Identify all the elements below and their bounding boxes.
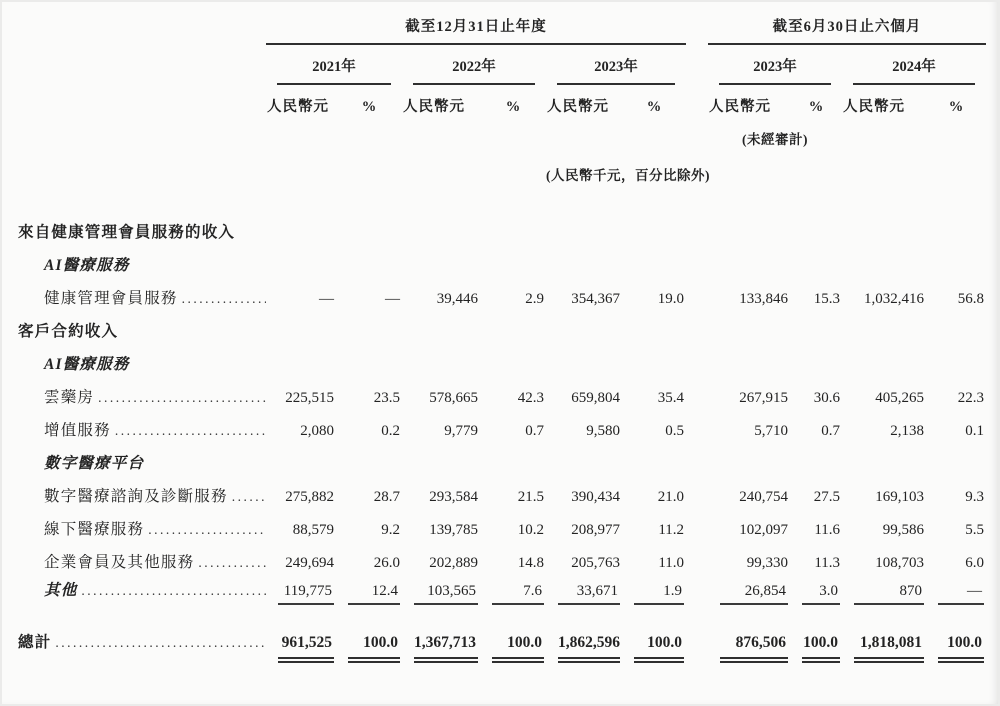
column-gap	[686, 412, 708, 445]
value-cell: 35.4	[657, 390, 685, 406]
currency-header: 人民幣元	[547, 99, 609, 115]
row-label-text: 總計	[18, 634, 52, 651]
value-cell	[842, 577, 926, 610]
value-cell: 21.0	[657, 489, 685, 505]
total-value: 100.0	[348, 634, 400, 659]
underlined-value: 119,775	[278, 583, 334, 605]
value-cell: 659,804	[571, 390, 620, 406]
row-subsection	[18, 247, 986, 280]
value-cell: 11.6	[814, 522, 841, 538]
value-cell: 354,367	[571, 291, 620, 307]
leader-dots	[94, 390, 266, 406]
underlined-value: 1.9	[634, 583, 684, 605]
value-cell: 9,580	[586, 423, 620, 439]
row-label-text: 其他	[44, 582, 78, 599]
value-cell: 390,434	[571, 489, 620, 505]
total-value: 100.0	[634, 634, 684, 659]
value-cell: 21.5	[517, 489, 544, 505]
year-header-2022: 2022年	[402, 44, 546, 85]
value-cell	[790, 577, 842, 610]
leader-dots	[77, 583, 266, 599]
units-note-row	[18, 154, 986, 190]
column-gap	[686, 577, 708, 610]
row-section	[18, 190, 986, 247]
value-cell: 23.5	[373, 390, 400, 406]
value-cell: 405,265	[875, 390, 925, 406]
value-cell: 133,846	[739, 291, 789, 307]
value-cell: 11.3	[814, 555, 841, 571]
row-subsection	[18, 346, 986, 379]
row-label: 來自健康管理會員服務的收入	[18, 224, 236, 241]
table-header	[18, 14, 986, 190]
value-cell: 169,103	[875, 489, 925, 505]
value-cell	[622, 610, 686, 664]
total-value: 1,862,596	[558, 634, 620, 659]
year-header-row	[18, 44, 986, 85]
value-cell: 225,515	[285, 390, 334, 406]
value-cell: 0.2	[381, 423, 400, 439]
value-cell	[546, 610, 622, 664]
value-cell: 39,446	[436, 291, 478, 307]
row-item	[18, 478, 986, 511]
value-cell	[480, 610, 546, 664]
value-cell: 2,080	[300, 423, 334, 439]
value-cell: 26.0	[373, 555, 400, 571]
interim-period-header	[708, 14, 986, 44]
value-cell: 9,779	[444, 423, 478, 439]
section-gap	[686, 44, 708, 85]
row-label	[18, 280, 266, 313]
total-value: 961,525	[278, 634, 334, 659]
value-cell	[402, 577, 480, 610]
leader-dots	[144, 522, 266, 538]
value-cell	[402, 610, 480, 664]
value-cell: 88,579	[292, 522, 334, 538]
value-cell: 5,710	[754, 423, 789, 439]
row-item	[18, 511, 986, 544]
value-cell: 0.7	[525, 423, 544, 439]
value-cell	[926, 610, 986, 664]
value-cell	[622, 577, 686, 610]
underlined-value: —	[938, 583, 984, 605]
row-label-text: 企業會員及其他服務	[44, 554, 195, 571]
leader-dots	[51, 635, 266, 651]
value-cell	[926, 577, 986, 610]
underlined-value: 12.4	[348, 583, 400, 605]
row-label-text: 數字醫療諮詢及診斷服務	[44, 488, 228, 505]
underlined-value: 7.6	[492, 583, 544, 605]
value-cell: 11.2	[658, 522, 685, 538]
table-body	[18, 190, 986, 664]
value-cell: 11.0	[658, 555, 685, 571]
percent-header: %	[646, 99, 662, 115]
annual-period-header	[266, 14, 686, 44]
row-label	[18, 412, 266, 445]
leader-dots	[228, 489, 266, 505]
leader-dots	[111, 423, 266, 439]
annual-period-label: 截至12月31日止年度	[405, 19, 547, 35]
leader-dots	[178, 291, 266, 307]
underlined-value: 26,854	[720, 583, 788, 605]
value-cell: 10.2	[517, 522, 544, 538]
value-cell: 99,330	[746, 555, 789, 571]
value-cell: 0.5	[665, 423, 685, 439]
value-cell	[842, 610, 926, 664]
total-value: 100.0	[802, 634, 840, 659]
value-cell: 275,882	[285, 489, 334, 505]
currency-header: 人民幣元	[267, 99, 329, 115]
column-gap	[686, 478, 708, 511]
value-cell	[546, 577, 622, 610]
row-label: 客戶合約收入	[18, 323, 119, 340]
currency-header: 人民幣元	[709, 99, 772, 115]
units-note: (人民幣千元，百分比除外)	[546, 168, 710, 183]
section-gap	[686, 85, 708, 120]
value-cell: 0.1	[965, 423, 985, 439]
column-gap	[686, 379, 708, 412]
total-value: 1,367,713	[414, 634, 478, 659]
period-group-row	[18, 14, 986, 44]
value-cell: 2,138	[890, 423, 925, 439]
row-label-text: 健康管理會員服務	[44, 290, 178, 307]
percent-header: %	[948, 99, 964, 115]
value-cell	[266, 610, 336, 664]
row-label: AI醫療服務	[44, 257, 130, 274]
value-cell: 240,754	[739, 489, 789, 505]
value-cell: 15.3	[813, 291, 841, 307]
currency-header: 人民幣元	[403, 99, 465, 115]
value-cell: —	[319, 291, 334, 307]
row-item	[18, 379, 986, 412]
interim-period-label: 截至6月30日止六個月	[772, 19, 922, 35]
measure-header-row	[18, 85, 986, 120]
column-gap	[686, 610, 708, 664]
unaudited-note-row	[18, 120, 986, 154]
row-label: AI醫療服務	[44, 356, 130, 373]
label-column-spacer	[18, 14, 266, 44]
row-section	[18, 313, 986, 346]
year-header-2023: 2023年	[546, 44, 686, 85]
value-cell: 9.3	[965, 489, 985, 505]
column-gap	[686, 544, 708, 577]
percent-header: %	[505, 99, 521, 115]
column-gap	[686, 511, 708, 544]
row-label-text: 雲藥房	[44, 389, 95, 406]
underlined-value: 103,565	[414, 583, 478, 605]
total-value: 1,818,081	[854, 634, 924, 659]
value-cell: 9.2	[381, 522, 400, 538]
value-cell: 293,584	[429, 489, 478, 505]
row-item	[18, 544, 986, 577]
row-subsection	[18, 445, 986, 478]
value-cell	[336, 610, 402, 664]
value-cell: 14.8	[517, 555, 544, 571]
year-header-2021: 2021年	[266, 44, 402, 85]
year-header-2024-interim: 2024年	[842, 44, 986, 85]
row-label-text: 增值服務	[44, 422, 111, 439]
value-cell: 19.0	[657, 291, 685, 307]
column-gap	[686, 280, 708, 313]
percent-header: %	[808, 99, 824, 115]
row-label	[18, 511, 266, 544]
year-header-2023-interim: 2023年	[708, 44, 842, 85]
currency-header: 人民幣元	[843, 99, 906, 115]
leader-dots	[194, 555, 266, 571]
value-cell	[266, 577, 336, 610]
row-label	[18, 379, 266, 412]
value-cell: 267,915	[739, 390, 789, 406]
row-item	[18, 280, 986, 313]
value-cell: 202,889	[429, 555, 478, 571]
value-cell: 30.6	[813, 390, 841, 406]
row-label: 數字醫療平台	[44, 455, 145, 472]
total-value: 100.0	[492, 634, 544, 659]
value-cell	[480, 577, 546, 610]
value-cell: 208,977	[571, 522, 620, 538]
row-label	[18, 610, 266, 664]
total-value: 876,506	[720, 634, 788, 659]
value-cell: 249,694	[285, 555, 334, 571]
value-cell	[708, 577, 790, 610]
value-cell: 99,586	[882, 522, 925, 538]
row-label	[18, 544, 266, 577]
value-cell: 205,763	[571, 555, 620, 571]
value-cell: 0.7	[821, 423, 841, 439]
value-cell: 6.0	[965, 555, 985, 571]
value-cell: 27.5	[813, 489, 841, 505]
value-cell: 2.9	[525, 291, 544, 307]
value-cell	[708, 610, 790, 664]
underlined-value: 33,671	[558, 583, 620, 605]
row-label	[18, 577, 266, 610]
row-label	[18, 478, 266, 511]
value-cell	[790, 610, 842, 664]
value-cell: 139,785	[429, 522, 478, 538]
value-cell: 42.3	[517, 390, 544, 406]
value-cell: 56.8	[957, 291, 985, 307]
row-item	[18, 577, 986, 610]
value-cell: 22.3	[957, 390, 985, 406]
value-cell	[336, 577, 402, 610]
total-value: 100.0	[938, 634, 984, 659]
value-cell: 102,097	[739, 522, 789, 538]
revenue-table	[18, 14, 986, 664]
value-cell: 5.5	[965, 522, 985, 538]
value-cell: 578,665	[429, 390, 478, 406]
row-label-text: 線下醫療服務	[44, 521, 145, 538]
value-cell: 108,703	[875, 555, 925, 571]
percent-header: %	[361, 99, 377, 115]
value-cell: 1,032,416	[864, 291, 925, 307]
value-cell: 28.7	[373, 489, 400, 505]
row-item	[18, 412, 986, 445]
value-cell: —	[385, 291, 400, 307]
row-total	[18, 610, 986, 664]
underlined-value: 3.0	[802, 583, 840, 605]
underlined-value: 870	[854, 583, 924, 605]
unaudited-note: (未經審計)	[742, 132, 809, 147]
section-gap	[686, 14, 708, 44]
